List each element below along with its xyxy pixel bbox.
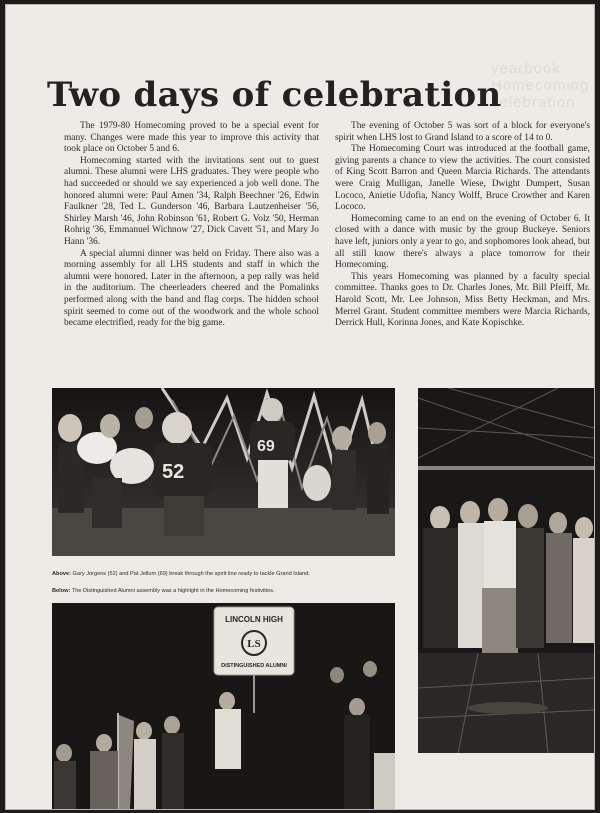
article-paragraph: The Homecoming Court was introduced at the football game, giving parents a chance to view the activities. The court consisted of King Scott Barron and Queen Marcia Richards. The attendants were Craig Mulligan, Janelle Wiese, Dwight Dumpert, Susan Lococo, Anietie Udofia, Nancy Wolff, Bruce Crowther and Karen Lococo. xyxy=(335,144,590,213)
dance-scene xyxy=(418,388,594,753)
football-photo xyxy=(52,388,395,556)
article-paragraph: A special alumni dinner was held on Friday. There also was a morning assembly for all LHS students and staff in which the alumni were honored. Later in the afternoon, a pep rally was held in the auditorium. The cheerleaders cheered and the Pomalinks performed along with the band and flag corps. The hidden school spirit seemed to come out of the woodwork and the whole school became electrified, ready for the big game. xyxy=(64,248,319,329)
caption-above-label: Above: xyxy=(52,571,71,577)
article-column-left xyxy=(64,121,319,330)
sign-arc-text: DISTINGUISHED ALUMNI xyxy=(221,663,287,669)
yearbook-page xyxy=(5,4,595,810)
alumni-assembly-photo xyxy=(52,603,395,809)
caption-below xyxy=(52,588,397,595)
page-headline: Two days of celebration xyxy=(47,75,502,115)
article-paragraph: This years Homecoming was planned by a faculty special committee. Thanks goes to Dr. Charles Jones, Mr. Bill Pfeiff, Mr. Harold Scott, Mr. Lee Johnson, Miss Betty Heckman, and Mrs. Merrel Grant. Student committee members were Marcia Richards, Derrick Hull, Korinna Jones, and Kate Kopischke. xyxy=(335,271,590,329)
sign-logo: LS xyxy=(247,638,261,650)
article-paragraph: Homecoming started with the invitations sent out to guest alumni. These alumni were LHS graduates. They were people who had succeeded or should we say experienced a job well done. The honored alumni were: Paul Amen '34, Ralph Beechner '26, Edwin Faulkner '28, Ted L. Gunderson '46, Barbara Lautzenheiser '56, Shirley Marsh '46, John Robinson '61, Robert G. Volz '50, Herman Rohrig '36, Emmanuel Wichnow '27, Dick Cavett '51, and Mary Jo Hann '36. xyxy=(64,155,319,247)
jersey-number-52: 52 xyxy=(162,461,185,483)
caption-below-label: Below: xyxy=(52,588,71,594)
dance-photo xyxy=(418,388,594,753)
caption-above-text: Gary Jorgens (52) and Pat Jellum (69) break through the spirit line ready to tackle Grand Island. xyxy=(72,571,310,577)
sign-title: LINCOLN HIGH xyxy=(225,615,283,624)
football-scene xyxy=(52,388,395,556)
jersey-number-69: 69 xyxy=(257,438,275,455)
article-paragraph: Homecoming came to an end on the evening of October 6. It closed with a dance with music by the group Buckeye. Seniors have left, juniors only a year to go, and sophomores look ahead, but all still know there's always a place tomorrow for their Homecoming. xyxy=(335,213,590,271)
bleed-through-text: yearbook Homecoming celebration xyxy=(491,60,590,111)
article-paragraph: The evening of October 5 was sort of a block for everyone's spirit when LHS lost to Grand Island to a score of 14 to 0. xyxy=(335,121,590,143)
article-column-right xyxy=(335,121,590,330)
article-paragraph: The 1979-80 Homecoming proved to be a special event for many. Changes were made this year to improve this activity that took place on October 5 and 6. xyxy=(64,121,319,155)
caption-above xyxy=(52,571,397,578)
distinguished-alumni-sign xyxy=(214,607,294,675)
caption-below-text: The Distinguished Alumni assembly was a highlight in the Homecoming festivities. xyxy=(71,588,275,594)
assembly-scene xyxy=(52,603,395,809)
